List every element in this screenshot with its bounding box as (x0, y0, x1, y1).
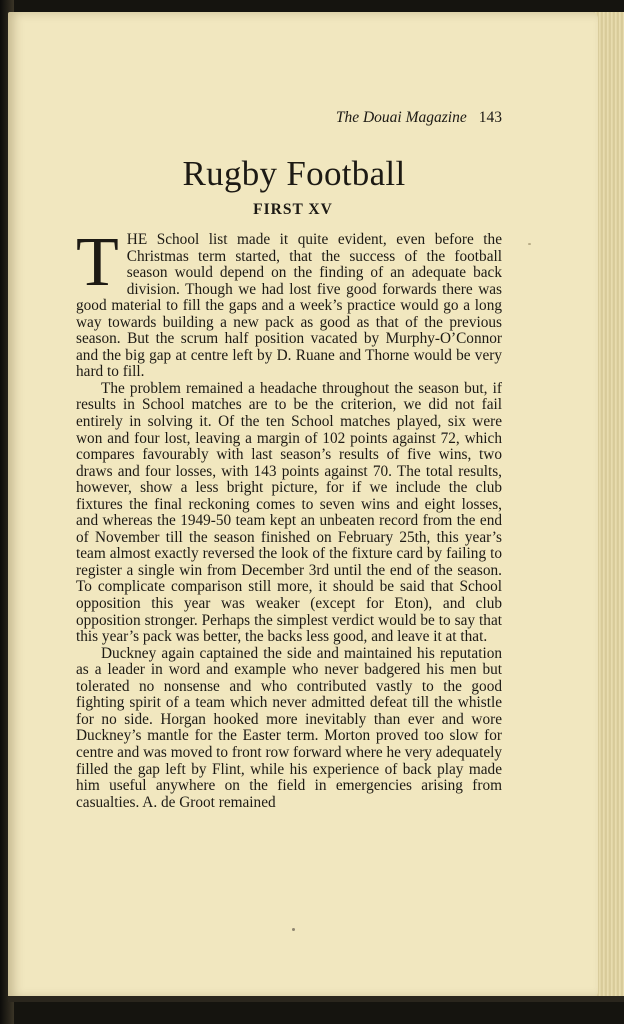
running-head (76, 108, 502, 128)
paper-speck (528, 243, 531, 245)
article-title: Rugby Football (182, 154, 406, 193)
magazine-name: The Douai Magazine (335, 109, 467, 126)
page-number: 143 (478, 109, 502, 126)
paragraph-2: The problem remained a headache throughout the season but, if results in School matches are to be the criterion, we did not fail entirely in solving it. Of the ten School matches played, six were won and four lost, leaving a margin of 102 points against 72, which compares favourably with last season’s results of five wins, two draws and four losses, with 143 points against 70. The total results, however, show a less bright picture, for if we include the club fixtures the final reckoning comes to seven wins and eight losses, and whereas the 1949-50 team kept an unbeaten record from the end of November till the season finished on February 25th, this year’s team almost exactly reversed the look of the fixture card by failing to register a single win from December 3rd until the end of the season. To complicate comparison still more, it should be said that School opposition this year was weaker (except for Eton), and club opposition stronger. Perhaps the simplest verdict would be to say that this year’s pack was better, the backs less good, and leave it at that. (76, 379, 502, 646)
paragraph-3: Duckney again captained the side and maintained his reputation as a leader in word and example who never badgered his men but tolerated no nonsense and who contributed vastly to the good fighting spirit of a team which never admitted defeat till the whistle for no side. Horgan hooked more inevitably than ever and wore Duckney’s mantle for the Easter term. Morton proved too slow for centre and was moved to front row forward where he very adequately filled the gap left by Flint, while his experience of back play made him useful anywhere on the field in emergencies arising from casualties. A. de Groot remained (76, 644, 503, 811)
paper-speck (292, 928, 295, 931)
page-bottom-edge (8, 996, 624, 1002)
page-content (76, 108, 502, 811)
drop-cap: T (76, 224, 119, 301)
first-word-rest: HE (126, 231, 148, 248)
article-body (76, 224, 503, 811)
article-subtitle: FIRST XV (253, 201, 333, 218)
paragraph-1 (76, 224, 502, 381)
paragraph-1-text: School list made it quite evident, even before the Christmas term started, that the success of the football season would depend on the finding of an adequate back division. Though we had lost five good forwards there was good material to fill the gaps and a week’s practice would go a long way towards building a new pack as good as that of the previous season. But the scrum half position vacated by Murphy-O’Connor and the big gap at centre left by D. Ruane and Thorne would be very hard to fill. (76, 231, 502, 381)
